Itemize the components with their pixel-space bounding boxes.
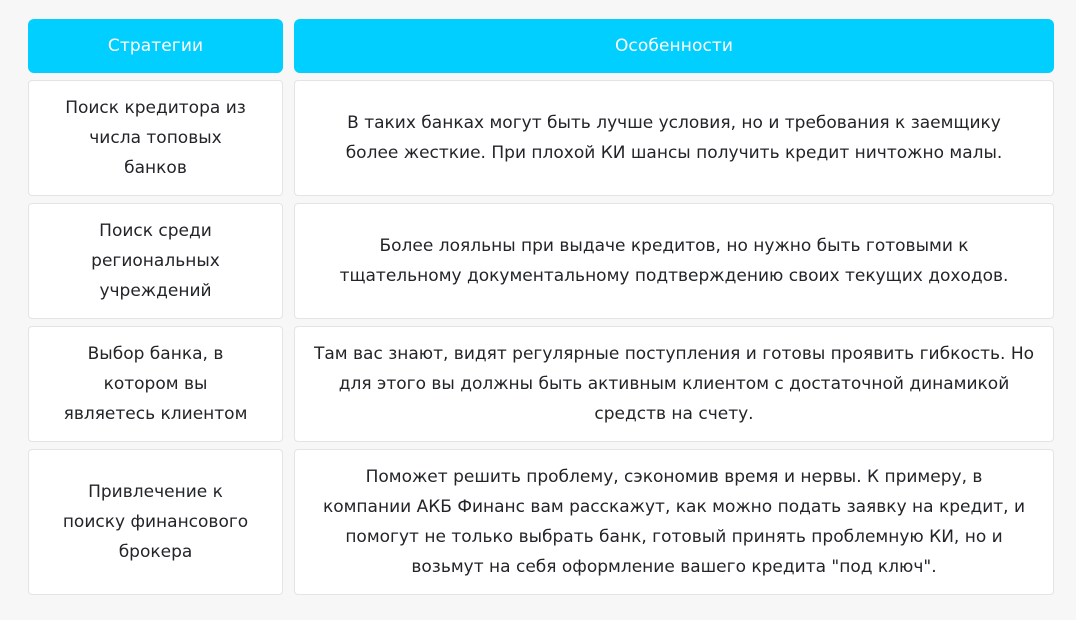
features-text: Там вас знают, видят регулярные поступления и готовы проявить гибкость. Но для этого вы должны быть активным клиентом с достаточной динамикой средств на счету.: [314, 344, 1035, 424]
strategy-text: Выбор банка, в котором вы являетесь клиентом: [63, 344, 248, 424]
features-cell-own-bank: [294, 326, 1054, 442]
strategies-table: [28, 19, 1054, 595]
strategy-text: Привлечение к поиску финансового брокера: [62, 482, 249, 562]
header-features-label: Особенности: [614, 36, 734, 56]
features-cell-regional: [294, 203, 1054, 319]
features-text: Более лояльны при выдаче кредитов, но нужно быть готовыми к тщательному документальному подтверждению своих текущих доходов.: [339, 236, 1009, 286]
strategy-text: Поиск кредитора из числа топовых банков: [65, 98, 246, 178]
header-strategies-label: Стратегии: [107, 36, 204, 56]
strategy-cell-broker: [28, 449, 283, 595]
header-strategies: [28, 19, 283, 73]
strategy-text: Поиск среди региональных учреждений: [91, 221, 220, 301]
features-text: В таких банках могут быть лучше условия, но и требования к заемщику более жесткие. При плохой КИ шансы получить кредит ничтожно малы.: [345, 113, 1003, 163]
header-features: [294, 19, 1054, 73]
features-cell-top-banks: [294, 80, 1054, 196]
strategy-cell-top-banks: [28, 80, 283, 196]
features-text: Поможет решить проблему, сэкономив время и нервы. К примеру, в компании АКБ Финанс вам расскажут, как можно подать заявку на кредит, и помогут не только выбрать банк, готовый принять проблемную КИ, но и возьмут на себя оформление вашего кредита "под ключ".: [322, 467, 1026, 577]
strategy-cell-regional: [28, 203, 283, 319]
features-cell-broker: [294, 449, 1054, 595]
strategy-cell-own-bank: [28, 326, 283, 442]
